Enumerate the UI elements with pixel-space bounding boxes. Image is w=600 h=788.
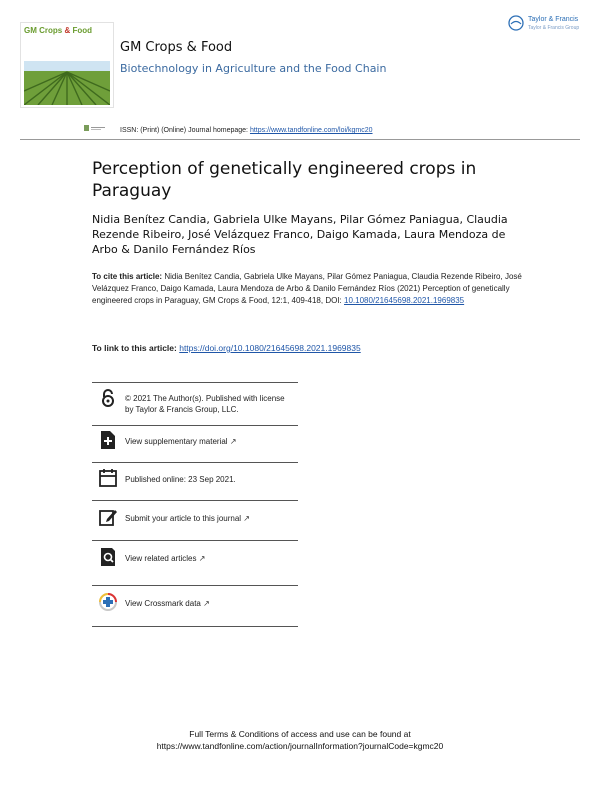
divider (92, 382, 298, 383)
submit-label: Submit your article to this journal (125, 514, 242, 523)
divider (92, 540, 298, 541)
supplementary-icon (98, 430, 118, 450)
published-date: Published online: 23 Sep 2021. (125, 475, 236, 484)
issn-line (120, 127, 373, 134)
related-articles-link[interactable] (125, 553, 205, 564)
article-authors: Nidia Benítez Candia, Gabriela Ulke Mayans, Pilar Gómez Paniagua, Claudia Rezende Ribeiro, José Velázquez Franco, Daigo Kamada, Laura Mendoza de Arbo & Danilo Fernández Ríos (92, 213, 508, 256)
divider (92, 500, 298, 501)
submit-article-link[interactable] (125, 513, 250, 524)
article-title: Perception of genetically engineered crops in Paraguay (92, 159, 477, 201)
publisher-name: Taylor & Francis (528, 16, 579, 23)
journal-homepage-link[interactable]: https://www.tandfonline.com/loi/kgmc20 (249, 127, 373, 134)
open-access-icon (98, 388, 118, 408)
calendar-icon (98, 468, 118, 488)
journal-cover (20, 22, 114, 108)
external-link-icon: ↗ (229, 437, 237, 446)
external-link-icon: ↗ (243, 514, 250, 523)
divider (92, 585, 298, 586)
publisher-logo-icon (508, 15, 524, 31)
publisher-group: Taylor & Francis Group (528, 25, 580, 31)
footer-url[interactable]: https://www.tandfonline.com/action/journalInformation?journalCode=kgmc20 (156, 741, 444, 751)
related-articles-icon (98, 547, 118, 567)
crop-field-image (24, 61, 110, 105)
article-doi-link[interactable]: https://doi.org/10.1080/21645698.2021.1969835 (179, 343, 361, 353)
article-link-line (92, 343, 361, 353)
footer (0, 728, 600, 752)
journal-subtitle: Biotechnology in Agriculture and the Food Chain (120, 62, 387, 75)
cover-logo: GM Crops & Food (24, 26, 93, 35)
journal-title[interactable]: GM Crops & Food (120, 40, 233, 55)
citation-doi-link[interactable]: 10.1080/21645698.2021.1969835 (344, 296, 465, 305)
footer-terms: Full Terms & Conditions of access and use can be found at (189, 729, 411, 739)
crossmark-icon (98, 592, 118, 612)
divider (92, 425, 298, 426)
external-link-icon: ↗ (203, 599, 210, 608)
crossmark-link[interactable] (125, 598, 210, 609)
divider (92, 462, 298, 463)
issn-text: ISSN: (Print) (Online) Journal homepage: (120, 127, 250, 134)
supplementary-link[interactable] (125, 436, 237, 447)
citation-text: Nidia Benítez Candia, Gabriela Ulke Mayans, Pilar Gómez Paniagua, Claudia Rezende Ribeiro, José Velázquez Franco, Daigo Kamada, Laura Mendoza de Arbo & Danilo Fernández Ríos (2021) Perception of genetically engineered crops in Paraguay, GM Crops & Food, 12:1, 409-418, DOI: (92, 272, 522, 305)
external-link-icon: ↗ (198, 554, 206, 563)
small-journal-logo (84, 124, 106, 132)
citation-label: To cite this article: (92, 272, 163, 281)
publisher-logo[interactable] (508, 15, 588, 37)
citation-block (92, 271, 522, 307)
submit-icon (98, 507, 118, 527)
divider (92, 626, 298, 627)
license-text: © 2021 The Author(s). Published with license by Taylor & Francis Group, LLC. (125, 394, 285, 414)
link-label: To link to this article: (92, 343, 180, 353)
related-label: View related articles (125, 554, 197, 563)
crossmark-label: View Crossmark data (125, 599, 201, 608)
supplementary-label: View supplementary material (125, 437, 228, 446)
header-divider (20, 139, 580, 140)
